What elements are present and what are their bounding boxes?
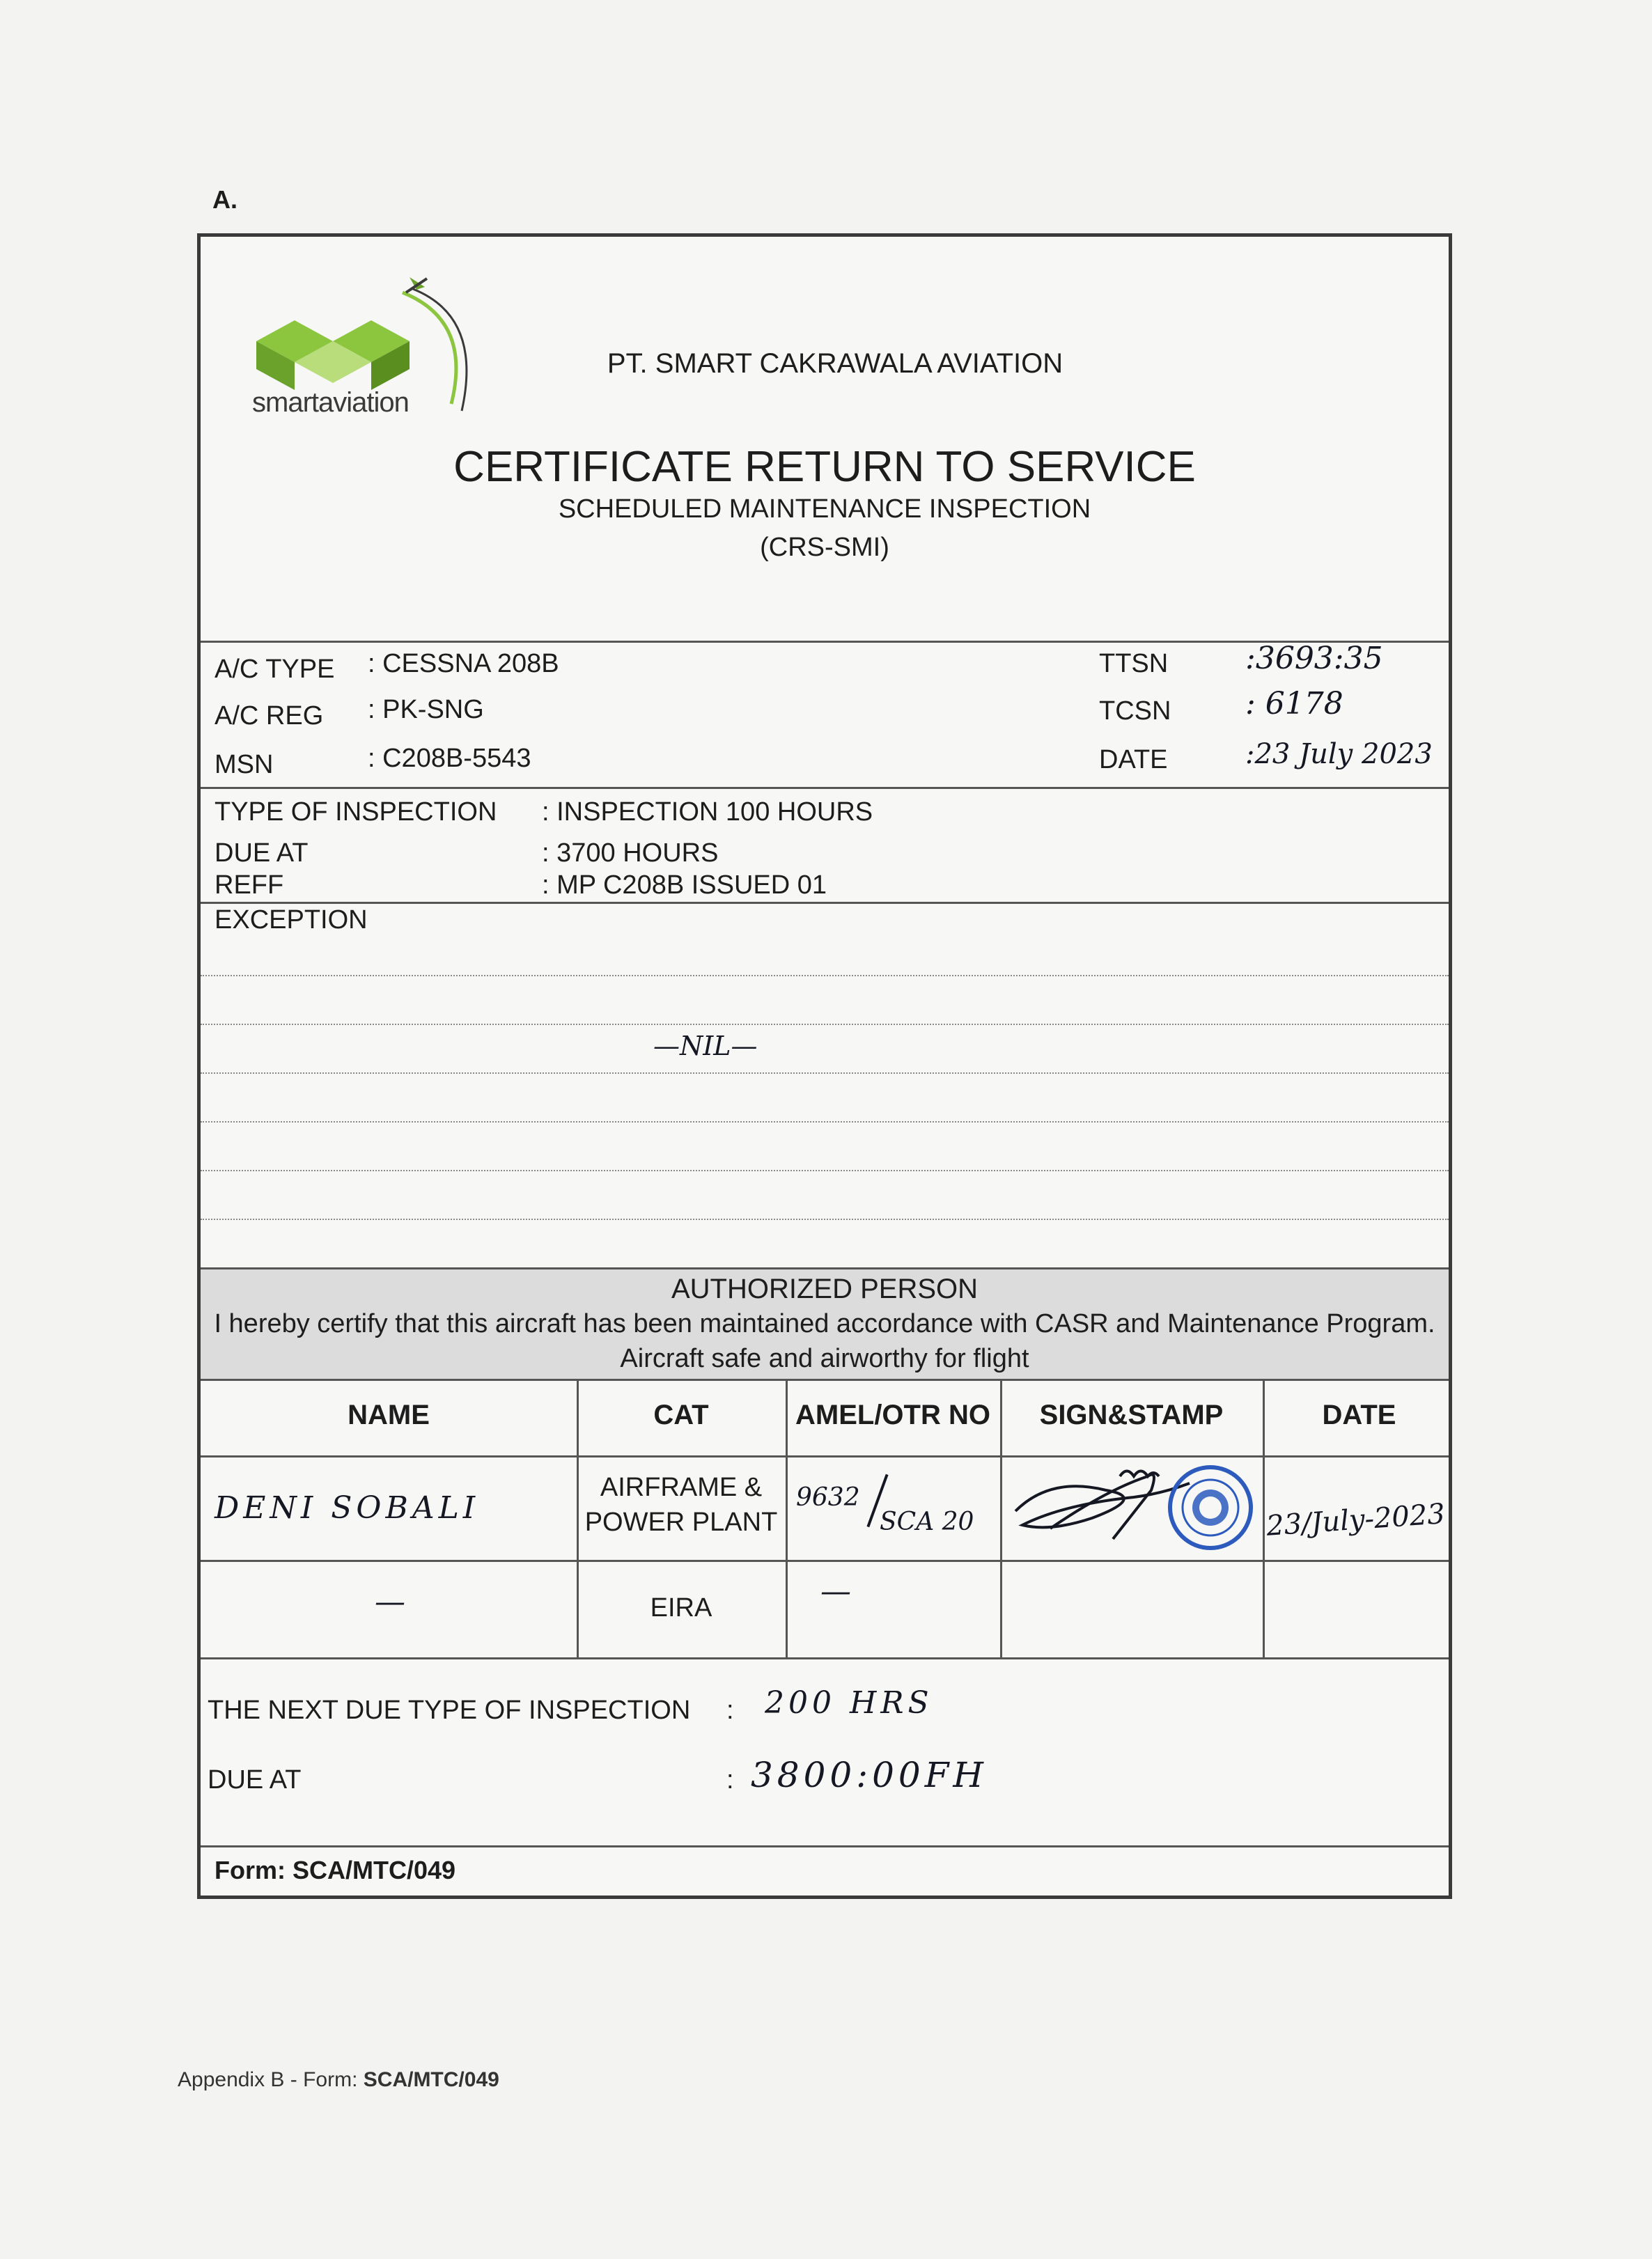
form-number: Form: SCA/MTC/049 (215, 1856, 456, 1884)
row1-cat-2: POWER PLANT (584, 1508, 778, 1537)
msn-value: : C208B-5543 (368, 744, 531, 773)
due-at-value: : 3700 HOURS (542, 838, 719, 868)
row2-name: — (375, 1584, 405, 1620)
company-name: PT. SMART CAKRAWALA AVIATION (607, 348, 1063, 379)
authorized-statement: I hereby certify that this aircraft has been maintained accordance with CASR and Maintenance Program. (214, 1309, 1435, 1338)
date-label: DATE (1099, 745, 1168, 774)
section-letter: A. (212, 185, 237, 214)
due-at-label: DUE AT (215, 838, 309, 868)
row1-cat: AIRFRAME & (600, 1473, 763, 1502)
ac-reg-value: : PK-SNG (368, 695, 484, 724)
inspection-type-label: TYPE OF INSPECTION (215, 797, 497, 827)
row1-amel: 9632 (796, 1483, 860, 1512)
official-stamp (1165, 1462, 1256, 1553)
next-due-at-value: 3800:00FH (751, 1755, 988, 1795)
ac-type-label: A/C TYPE (215, 655, 335, 684)
ttsn-value: :3693:35 (1245, 641, 1383, 676)
header-name: NAME (348, 1400, 430, 1430)
row1-date: 23/July-2023 (1265, 1498, 1447, 1542)
authorized-section (201, 1267, 1449, 1381)
exception-value: —NIL— (653, 1031, 758, 1061)
row1-name: DENI SOBALI (215, 1490, 480, 1526)
certificate-title: CERTIFICATE RETURN TO SERVICE (453, 443, 1196, 491)
next-due-type-colon: : (726, 1696, 734, 1725)
next-due-at-colon: : (726, 1765, 734, 1795)
header-amel: AMEL/OTR NO (795, 1400, 990, 1430)
appendix-prefix: Appendix B - Form: (178, 2068, 364, 2091)
reff-label: REFF (215, 870, 284, 900)
tcsn-value: : 6178 (1245, 686, 1343, 721)
crs-form (197, 233, 1452, 1899)
row1-amel-2: SCA 20 (880, 1508, 974, 1536)
row2-cat: EIRA (650, 1593, 712, 1623)
tcsn-label: TCSN (1099, 696, 1171, 726)
next-due-type-label: THE NEXT DUE TYPE OF INSPECTION (208, 1696, 691, 1725)
date-value: :23 July 2023 (1245, 738, 1433, 770)
exception-label: EXCEPTION (215, 905, 368, 935)
inspection-type-value: : INSPECTION 100 HOURS (542, 797, 873, 827)
company-logo (242, 265, 493, 425)
certificate-subtitle: SCHEDULED MAINTENANCE INSPECTION (558, 494, 1091, 524)
authorized-heading: AUTHORIZED PERSON (671, 1274, 979, 1304)
reff-value: : MP C208B ISSUED 01 (542, 870, 827, 900)
appendix-footer (178, 2068, 499, 2092)
next-due-type-value: 200 HRS (765, 1685, 933, 1721)
ac-reg-label: A/C REG (215, 701, 324, 730)
header-date: DATE (1322, 1400, 1396, 1430)
round-stamp-icon (1165, 1462, 1256, 1553)
appendix-code: SCA/MTC/049 (363, 2068, 499, 2091)
header-cat: CAT (653, 1400, 709, 1430)
row2-amel: — (820, 1574, 851, 1609)
ac-type-value: : CESSNA 208B (368, 649, 559, 678)
msn-label: MSN (215, 750, 274, 779)
ttsn-label: TTSN (1099, 649, 1169, 678)
certificate-code: (CRS-SMI) (760, 533, 889, 562)
logo-text: smartaviation (252, 387, 409, 418)
header-sign-stamp: SIGN&STAMP (1039, 1400, 1224, 1430)
next-due-at-label: DUE AT (208, 1765, 302, 1795)
authorized-statement-2: Aircraft safe and airworthy for flight (620, 1344, 1029, 1373)
